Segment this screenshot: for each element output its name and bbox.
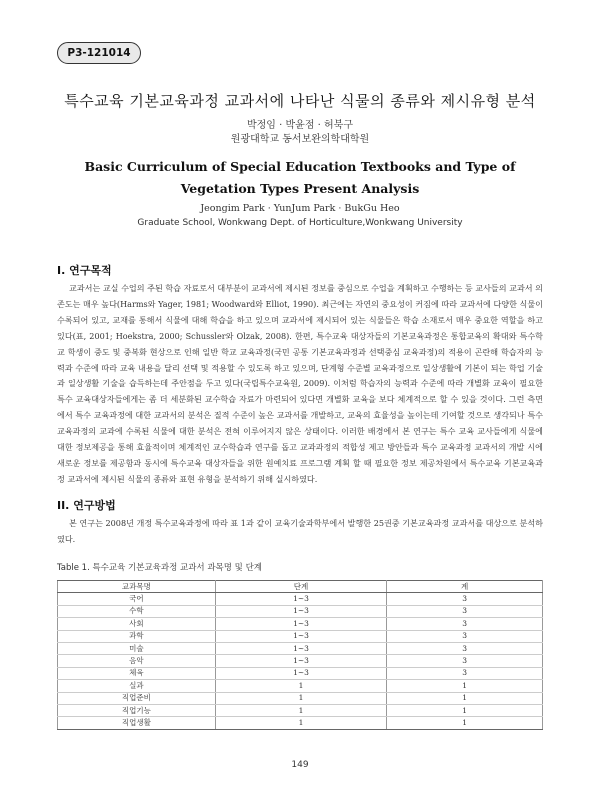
cell-subject: 체육 <box>58 667 216 679</box>
cell-subject: 직업기능 <box>58 704 216 716</box>
korean-title: 특수교육 기본교육과정 교과서에 나타난 식물의 종류와 제시유형 분석 <box>64 92 536 110</box>
cell-total: 3 <box>387 642 543 654</box>
cell-level: 1~3 <box>215 667 387 679</box>
cell-subject: 음악 <box>58 655 216 667</box>
cell-level: 1 <box>215 692 387 704</box>
table-row <box>58 593 543 605</box>
cell-total: 3 <box>387 667 543 679</box>
header-subject: 교과목명 <box>58 581 216 593</box>
table-caption: Table 1. 특수교육 기본교육과정 교과서 과목명 및 단계 <box>57 563 263 573</box>
cell-subject: 과학 <box>58 630 216 642</box>
table-row <box>58 717 543 729</box>
cell-level: 1~3 <box>215 593 387 605</box>
cell-total: 1 <box>387 680 543 692</box>
table-row <box>58 630 543 642</box>
cell-total: 3 <box>387 593 543 605</box>
english-title-line-1: Basic Curriculum of Special Education Textbooks and Type of <box>84 159 516 174</box>
table-row <box>58 704 543 716</box>
section-2-paragraph: 본 연구는 2008년 개정 특수교육과정에 따라 표 1과 같이 교육기술과학부에서 발행한 25권중 기본교육과정 교과서를 대상으로 분석하였다. <box>57 518 543 544</box>
paper-id-badge: P3-121014 <box>57 42 141 64</box>
korean-authors: 박정임 · 박윤점 · 허북구 <box>246 120 353 131</box>
header-level: 단계 <box>215 581 387 593</box>
cell-subject: 국어 <box>58 593 216 605</box>
table-row <box>58 618 543 630</box>
cell-subject: 수학 <box>58 605 216 617</box>
cell-subject: 직업생활 <box>58 717 216 729</box>
cell-level: 1~3 <box>215 618 387 630</box>
cell-total: 3 <box>387 630 543 642</box>
cell-level: 1 <box>215 704 387 716</box>
cell-subject: 미술 <box>58 642 216 654</box>
table-row <box>58 642 543 654</box>
table-row <box>58 680 543 692</box>
subject-table <box>57 580 543 730</box>
english-title-line-2: Vegetation Types Present Analysis <box>180 181 420 196</box>
cell-subject: 실과 <box>58 680 216 692</box>
table-row <box>58 692 543 704</box>
table-row <box>58 605 543 617</box>
cell-subject: 사회 <box>58 618 216 630</box>
section-2-heading: II. 연구방법 <box>57 499 116 512</box>
cell-total: 1 <box>387 692 543 704</box>
table-row <box>58 655 543 667</box>
cell-level: 1~3 <box>215 642 387 654</box>
english-affiliation: Graduate School, Wonkwang Dept. of Horticulture,Wonkwang University <box>137 218 463 228</box>
page-number: 149 <box>291 760 309 770</box>
cell-level: 1 <box>215 680 387 692</box>
header-total: 계 <box>387 581 543 593</box>
cell-total: 3 <box>387 605 543 617</box>
english-title <box>0 156 600 200</box>
cell-level: 1 <box>215 717 387 729</box>
table-header-row <box>58 581 543 593</box>
table-row <box>58 667 543 679</box>
cell-level: 1~3 <box>215 655 387 667</box>
section-1-paragraph: 교과서는 교실 수업의 주된 학습 자료로서 대부분이 교과서에 제시된 정보를 중심으로 수업을 계획하고 수행하는 등 교사들의 교과서 의존도는 매우 높다(Harms와 Yager, 1981; Woodward와 Elliot, 1990). 최근에는 자연의 중요성이 커짐에 따라 교과서에 다양한 식물이 수록되어 있고, 교재를 통해서 식물에 대해 학습을 하고 있으며 교과서에 제시되어 있는 식물들은 학습 소재로서 매우 중요한 역할을 하고 있다(표, 2001; Hoekstra, 2000; Schussler와 Olzak, 2008). 한편, 특수교육 대상자들의 기본교육과정은 통합교육의 확대와 특수학교 학생이 중도 및 중복화 현상으로 인해 일반 학교 교육과정(국민 공통 기본교육과정과 선택중심 교육과정)의 적용이 곤란해 학습자의 능력과 수준에 따라 교육 내용을 달리 선택 및 적용할 수 있도록 하고 있으며, 단계형 수준별 교육과정으로 일상생활에 기본이 되는 학업 기술과 일상생활 기술을 습득하는데 주안점을 두고 있다(국립특수교육원, 2009). 이처럼 학습자의 능력과 수준에 따라 개별화 교육이 필요한 특수 교육대상자들에게는 좀 더 세분화된 교수학습 자료가 마련되어 있다면 개별화 교육을 보다 체계적으로 할 수 있을 것이다. 그런 측면에서 특수 교육과정에 대한 교과서의 분석은 질적 수준이 높은 교과서를 개발하고, 교육의 효율성을 높이는데 기여할 것으로 생각되나 특수 교육과정의 교과에 수록된 식물에 대한 분석은 전혀 이루어지지 않은 상태이다. 이러한 배경에서 본 연구는 특수 교육 교사들에게 식물에 대한 정보제공을 통해 효율적이며 체계적인 교수학습과 연구를 돕고 교과과정의 적합성 제고 방안들과 특수 교육과정 교과서의 개발 시에 새로운 정보를 제공함과 동시에 특수교육 대상자들을 위한 원예치료 프로그램 계획 할 때 필요한 정보 제공차원에서 특수교육 기본교육과정 교과서에 제시된 식물의 종류와 표현 유형을 분석하기 위해 실시하였다. <box>57 283 544 484</box>
cell-level: 1~3 <box>215 630 387 642</box>
section-1-heading: I. 연구목적 <box>57 264 112 277</box>
cell-total: 1 <box>387 704 543 716</box>
cell-level: 1~3 <box>215 605 387 617</box>
cell-total: 3 <box>387 618 543 630</box>
cell-total: 3 <box>387 655 543 667</box>
korean-affiliation: 원광대학교 동서보완의학대학원 <box>230 134 370 145</box>
cell-subject: 직업준비 <box>58 692 216 704</box>
english-authors: Jeongim Park · YunJum Park · BukGu Heo <box>200 203 400 214</box>
cell-total: 1 <box>387 717 543 729</box>
